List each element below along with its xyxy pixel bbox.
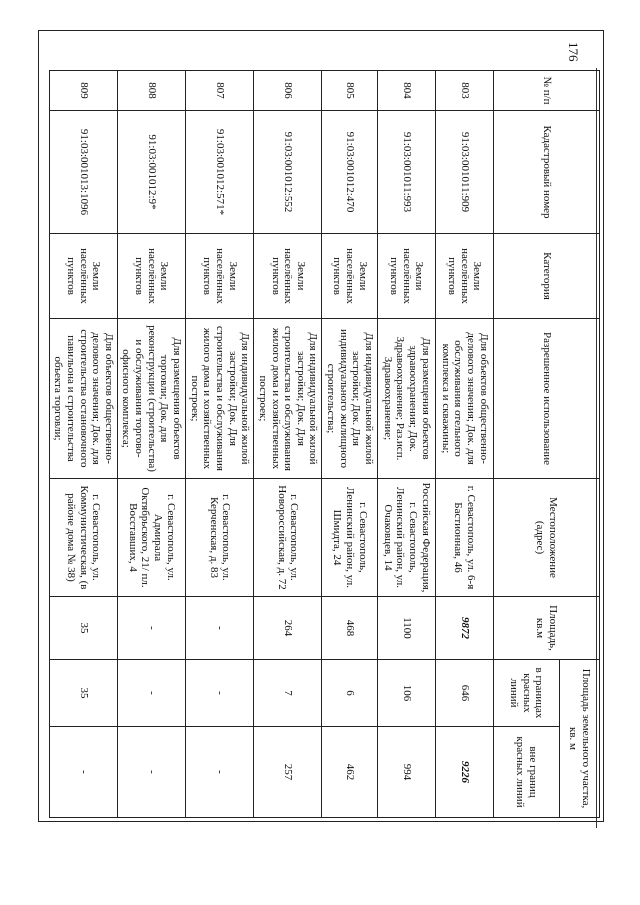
area-inside-red-lines: 35 <box>49 660 117 727</box>
area-inside-red-lines: 106 <box>378 660 436 727</box>
location: г. Севастополь, ул. 6-я Бастионная, 46 <box>436 479 494 597</box>
header-outside: вне границ красных линий <box>494 727 560 818</box>
area-outside-red-lines: 9226 <box>436 727 494 818</box>
header-area: Площадь, кв.м <box>494 597 600 660</box>
location: г. Севастополь, ул. Керченская, д. 83 <box>186 479 254 597</box>
row-number: 803 <box>436 71 494 111</box>
row-number: 804 <box>378 71 436 111</box>
cadastral-number: 91:03:001011:993 <box>378 111 436 234</box>
area: 1100 <box>378 597 436 660</box>
table-row <box>49 71 117 818</box>
row-number: 806 <box>254 71 322 111</box>
category: Земли населённых пунктов <box>378 234 436 319</box>
permitted-use: Для размещения объектов здравоохранения; Док. Здравоохранение; Раз.исп. Здравоохранение; <box>378 319 436 479</box>
area-inside-red-lines: 6 <box>322 660 378 727</box>
category: Земли населённых пунктов <box>254 234 322 319</box>
permitted-use: Для объектов общественно-делового значения; Док. для обслуживания отельного комплекса и скважины; <box>436 319 494 479</box>
area: 468 <box>322 597 378 660</box>
area-outside-red-lines: - <box>117 727 185 818</box>
cadastral-number: 91:03:001011:909 <box>436 111 494 234</box>
area-inside-red-lines: 646 <box>436 660 494 727</box>
location: г. Севастополь, ул. Коммунистическая, (в районе дома № 38) <box>49 479 117 597</box>
header-category: Категория <box>494 234 600 319</box>
area: - <box>117 597 185 660</box>
row-number: 805 <box>322 71 378 111</box>
category: Земли населённых пунктов <box>49 234 117 319</box>
rotated-table-wrapper <box>49 70 600 818</box>
area-outside-red-lines: 257 <box>254 727 322 818</box>
cadastral-number: 91:03:001013:1096 <box>49 111 117 234</box>
cadastral-number: 91:03:001012:470 <box>322 111 378 234</box>
area: 9872 <box>436 597 494 660</box>
location: Российская Федерация, г. Севастополь, Ленинский район, ул. Очаковцев, 14 <box>378 479 436 597</box>
permitted-use: Для индивидуальной жилой застройки; Док. Для строительства и обслуживания жилого дома и хозяйственных построек; <box>186 319 254 479</box>
category: Земли населённых пунктов <box>117 234 185 319</box>
area-inside-red-lines: - <box>117 660 185 727</box>
area: 35 <box>49 597 117 660</box>
table-row <box>117 71 185 818</box>
land-plots-table <box>49 70 600 818</box>
area: 264 <box>254 597 322 660</box>
row-number: 809 <box>49 71 117 111</box>
table-row <box>322 71 378 818</box>
category: Земли населённых пунктов <box>186 234 254 319</box>
permitted-use: Для размещения объектов торговли; Док. для реконструкции (строительства) и обслуживания торгово-офисного комплекса; <box>117 319 185 479</box>
area: - <box>186 597 254 660</box>
header-land-area: Площадь земельного участка, кв. м <box>560 660 600 818</box>
permitted-use: Для объектов общественно-делового значения; Док. для строительства остановочного павильона и строительства объекта торговли; <box>49 319 117 479</box>
header-location: Местоположение (адрес) <box>494 479 600 597</box>
area-inside-red-lines: 7 <box>254 660 322 727</box>
header-inside: в границах красных линий <box>494 660 560 727</box>
area-outside-red-lines: 462 <box>322 727 378 818</box>
area-inside-red-lines: - <box>186 660 254 727</box>
category: Земли населённых пунктов <box>436 234 494 319</box>
table-row <box>254 71 322 818</box>
table-row <box>186 71 254 818</box>
permitted-use: Для индивидуальной жилой застройки; Док. Для строительства и обслуживания жилого дома и хозяйственных построек; <box>254 319 322 479</box>
row-number: 807 <box>186 71 254 111</box>
area-outside-red-lines: - <box>49 727 117 818</box>
table-row <box>378 71 436 818</box>
header-cadastral: Кадастровый номер <box>494 111 600 234</box>
page-number: 176 <box>566 42 581 62</box>
cadastral-number: 91:03:001012:9* <box>117 111 185 234</box>
area-outside-red-lines: - <box>186 727 254 818</box>
cadastral-number: 91:03:001012:571* <box>186 111 254 234</box>
location: г. Севастополь, ул. Новороссийская, д. 72 <box>254 479 322 597</box>
header-num: № п/п <box>494 71 600 111</box>
header-use: Разрешенное использование <box>494 319 600 479</box>
category: Земли населённых пунктов <box>322 234 378 319</box>
location: г. Севастополь, Ленинский район, ул. Шмидта, 24 <box>322 479 378 597</box>
row-number: 808 <box>117 71 185 111</box>
cadastral-number: 91:03:001012:552 <box>254 111 322 234</box>
permitted-use: Для индивидуальной жилой застройки; Док. Для индивидуального жилищного строительства; <box>322 319 378 479</box>
table-row <box>436 71 494 818</box>
location: г. Севастополь, ул. Адмирала Октябрьского, 21/ пл. Восставших, 4 <box>117 479 185 597</box>
area-outside-red-lines: 994 <box>378 727 436 818</box>
